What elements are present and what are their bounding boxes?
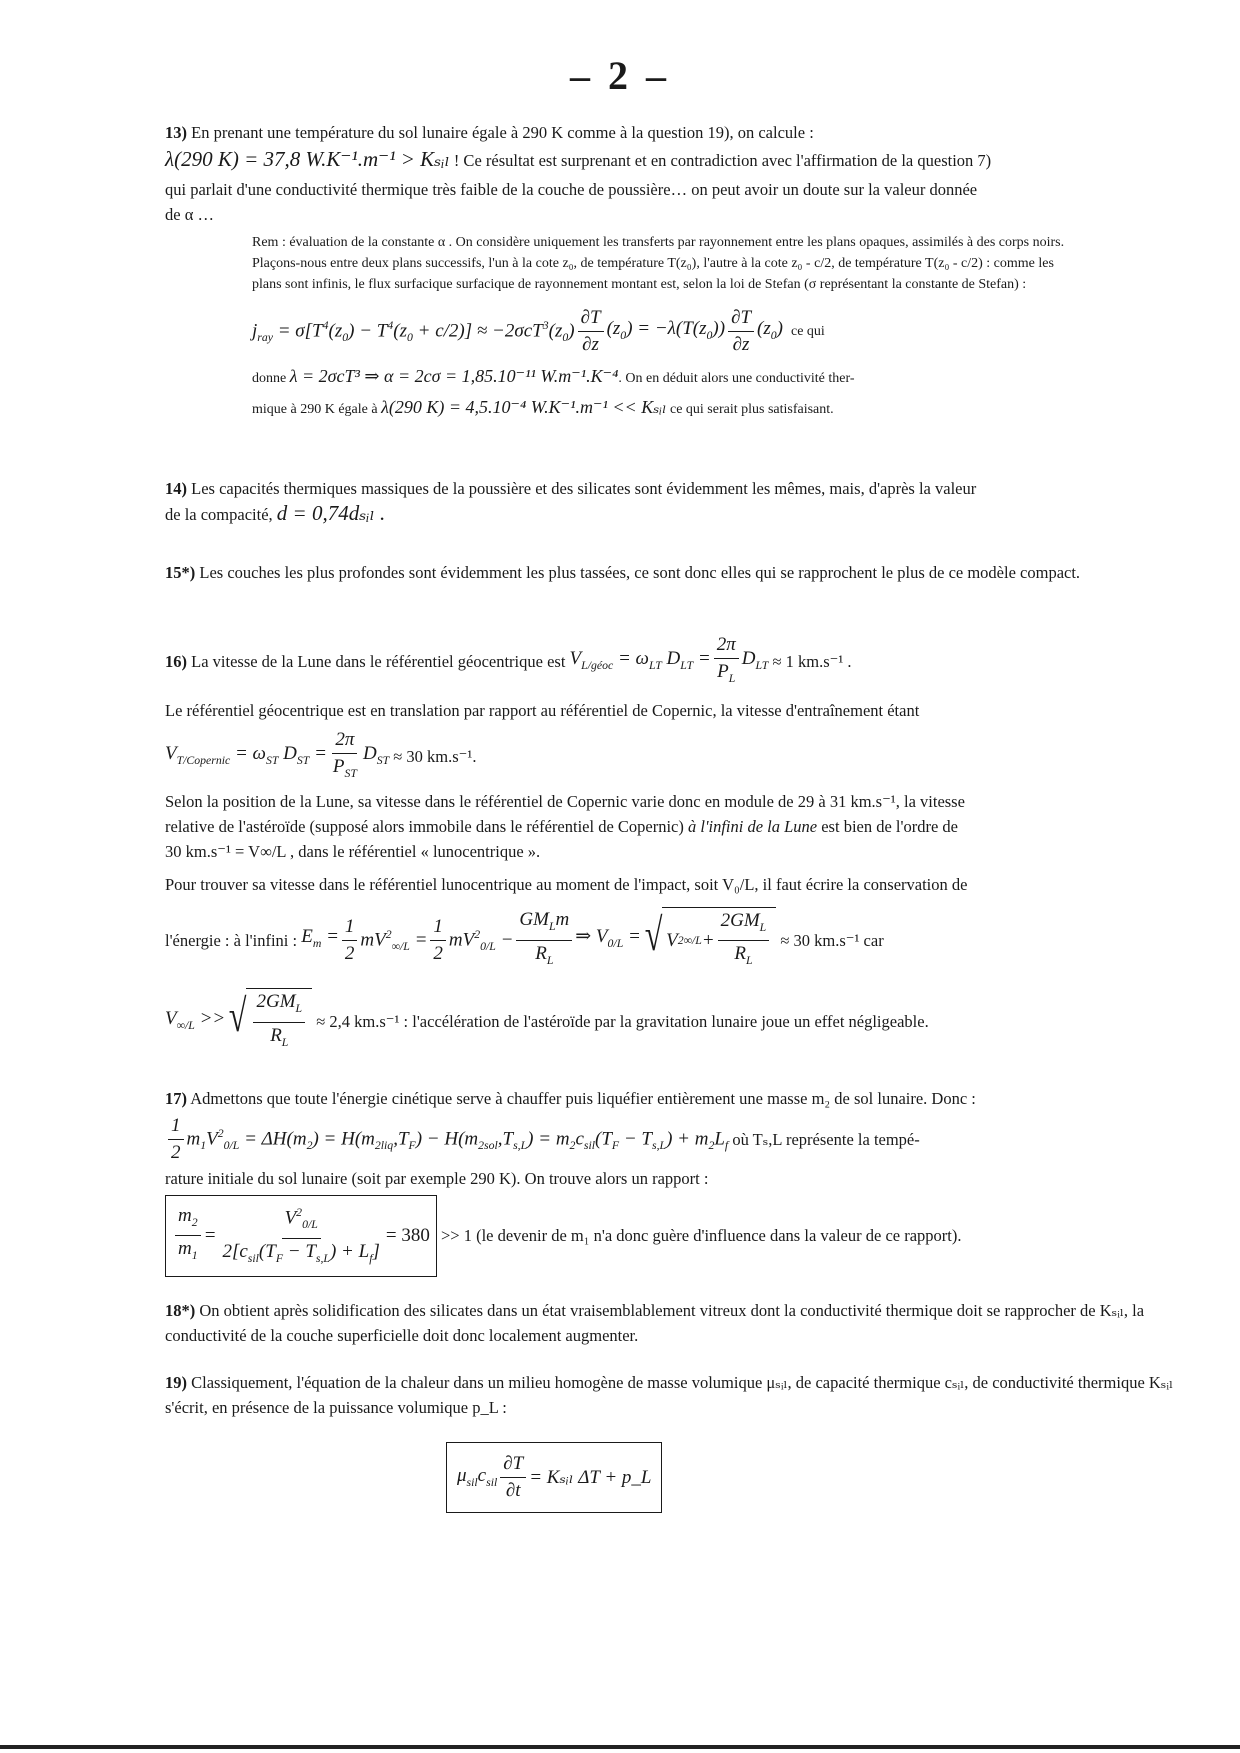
heat-equation-box: $\mu_{sil}c_{sil}$ $\frac{\partial T}{\partial t}$ = Kₛᵢₗ ΔT + p_L (446, 1442, 662, 1513)
q16-label: 16) (165, 652, 187, 672)
q16-last-result: ≈ 2,4 km.s⁻¹ : l'accélération de l'astéroïde par la gravitation lunaire joue un effet négligeable. (316, 1012, 929, 1032)
question-14 (165, 476, 1175, 527)
q14-text: Les capacités thermiques massiques de la poussière et des silicates sont évidemment les mêmes, mais, d'après la valeur (191, 479, 977, 498)
question-13 (165, 120, 1175, 227)
q13-intro: En prenant une température du sol lunaire égale à 290 K comme à la question 19), on calcule : (191, 123, 814, 142)
q16-text5: 30 km.s⁻¹ = V∞/L , dans le référentiel « lunocentrique ». (165, 841, 541, 861)
q16-text3: Selon la position de la Lune, sa vitesse dans le référentiel de Copernic varie donc en module de 29 à 31 km.s⁻¹, la vitesse (165, 791, 965, 811)
q13-text2: qui parlait d'une conductivité thermique très faible de la couche de poussière… on peut avoir un doute sur la valeur donnée (165, 180, 978, 199)
q15-text: Les couches les plus profondes sont évidemment les plus tassées, ce sont donc elles qui se rapprochent le plus de ce modèle compact. (199, 563, 1081, 582)
q16-v1-result: ≈ 1 km.s⁻¹ . (772, 652, 852, 672)
rem-deduit: . On en déduit alors une conductivité ther- (618, 371, 855, 386)
q13-result-text: ! Ce résultat est surprenant et en contradiction avec l'affirmation de la question 7) (453, 151, 992, 170)
q16-energie-result: ≈ 30 km.s⁻¹ car (780, 930, 884, 950)
question-18 (165, 1298, 1175, 1348)
q13-text3: de α … (165, 205, 214, 224)
q13-remark-paragraph: Rem : évaluation de la constante α . On considère uniquement les transferts par rayonnement entre les plans opaques, assimilés à des corps noirs. Plaçons-nous entre deux plans successifs, l'un à la cote z₀, de température T(z₀), l'autre à la cote z₀ - c/2, de température T(z₀ - c/2) : comme les plans sont infinis, le flux surfacique surfacique de rayonnement montant est, selon la loi de Stefan (σ représentant la constante de Stefan) : (252, 235, 1065, 292)
q16-text6: Pour trouver sa vitesse dans le référentiel lunocentrique au moment de l'impact, soit V₀/L, il faut écrire la conservation de (165, 874, 968, 894)
q13-result-equation: λ(290 K) = 37,8 W.K⁻¹.m⁻¹ > Kₛᵢₗ (165, 147, 450, 171)
question-15 (165, 560, 1175, 585)
rem-alpha-equation: λ = 2σcT³ ⇒ α = 2cσ = 1,85.10⁻¹¹ W.m⁻¹.K⁻⁴ (289, 366, 619, 386)
q16-text4a: relative de l'astéroïde (supposé alors immobile dans le référentiel de Copernic) (165, 816, 684, 836)
q18-text: On obtient après solidification des silicates dans un état vraisemblablement vitreux dont la conductivité thermique doit se rapprocher de Kₛᵢₗ, la conductivité de la couche superficielle doit donc localement augmenter. (165, 1301, 1145, 1345)
enthalpy-equation: $\frac{1}{2}$ $m_1V^2_{0/L} = \Delta H(m_2) = H(m_{2liq},T_F) - H(m_{2sol},T_{s,L}) = m_2c_{sil}(T_F - T_{s,L}) + m_2L_f$ où Tₛ,L représente la tempé- (165, 1113, 1175, 1166)
q14-equation: d = 0,74dₛᵢₗ . (276, 501, 386, 525)
page-number: – 2 – (570, 53, 670, 98)
energy-conservation-equation: l'énergie : à l'infini : $E_m$ = $\frac{1}{2}$ $mV^2_{\infty/L}$ = $\frac{1}{2}$ $mV^2_{0/L}$ − $\frac{GM_Lm}{R_L}$ ⇒ $V_{0/L}$ = √ V 2 ∞/L + $\frac{2GM_L}{R_L}$ ≈ 30 km.s⁻¹ car (165, 907, 1175, 975)
q19-eq-rhs: = Kₛᵢₗ ΔT + p_L (529, 1467, 652, 1488)
stefan-eq-tail: ce qui (790, 324, 825, 339)
question-16: 16) La vitesse de la Lune dans le référentiel géocentrique est $V_{L/géoc} = \omega_{LT}$ $D_{LT}$ = $\frac{2\pi}{P_L}$ $D_{LT}$ ≈ 1 km.s⁻¹ . Le référentiel géocentrique est en translation par rapport au référentiel de Copernic, la vitesse d'entraînement étant $V_{T/Copernic} = \omega_{ST}$ $D_{ST}$ = $\frac{2\pi}{P_{ST}}$ $D_{ST}$ ≈ 30 km.s⁻¹. Selon la position de la Lune, sa vitesse dans le référentiel de Copernic varie donc en module de 29 à 31 km.s⁻¹, la vitesse relative de l'astéroïde (supposé alors immobile dans le référentiel de Copernic) à l'infini de la Lune est bien de l'ordre de 30 km.s⁻¹ = V∞/L , dans le référentiel « lunocentrique ». Pour trouver sa vitesse dans le référentiel lunocentrique au moment de l'impact, soit V₀/L, il faut écrire la conservation de l'énergie : à l'infini : $E_m$ = $\frac{1}{2}$ $mV^2_{\infty/L}$ = $\frac{1}{2}$ $mV^2_{0/L}$ − $\frac{GM_Lm}{R_L}$ ⇒ $V_{0/L}$ = √ V 2 ∞/L + $\frac{2GM_L}{R_L}$ ≈ 30 km.s⁻¹ car $V_{\infty/L}$ >> √ $\frac{2GM_L}{R_L}$ ≈ 2,4 km.s⁻¹ : l'accélération de l'astéroïde par la gravitation lunaire joue un effet négligeable. (165, 632, 1175, 1056)
escape-velocity-comparison: $V_{\infty/L}$ >> √ $\frac{2GM_L}{R_L}$ ≈ 2,4 km.s⁻¹ : l'accélération de l'astéroïde par la gravitation lunaire joue un effet négligeable. (165, 988, 1175, 1056)
q16-v2-result: ≈ 30 km.s⁻¹. (393, 747, 477, 767)
q19-label: 19) (165, 1373, 187, 1392)
q17-label: 17) (165, 1089, 187, 1108)
stefan-equation: $j_{ray} = \sigma[T^4(z_0) - T^4(z_0 + c/2)] \approx -2\sigma cT^3(z_0)$ $\frac{\partial T}{\partial z}$ $(z_0) = -\lambda(T(z_0))$ $\frac{\partial T}{\partial z}$ $(z_0)$ ce qui (252, 307, 825, 355)
rem-lambda-equation: λ(290 K) = 4,5.10⁻⁴ W.K⁻¹.m⁻¹ << Kₛᵢₗ (381, 397, 667, 417)
q14-text2: de la compacité, (165, 505, 273, 524)
q13-label: 13) (165, 123, 187, 142)
q16-intro: La vitesse de la Lune dans le référentiel géocentrique est (191, 652, 566, 672)
rem-mique: mique à 290 K égale à (252, 402, 378, 417)
rem-donne: donne (252, 371, 287, 386)
q16-text2: Le référentiel géocentrique est en translation par rapport au référentiel de Copernic, la vitesse d'entraînement étant (165, 700, 920, 720)
q19-text: Classiquement, l'équation de la chaleur dans un milieu homogène de masse volumique μₛᵢₗ, de capacité thermique cₛᵢₗ, de conductivité thermique Kₛᵢₗ s'écrit, en présence de la puissance volumique p_L : (165, 1373, 1174, 1417)
question-17 (165, 1086, 1175, 1277)
q16-text4c: est bien de l'ordre de (821, 816, 958, 836)
q13-remark (252, 232, 1082, 420)
q14-label: 14) (165, 479, 187, 498)
q17-text3: rature initiale du sol lunaire (soit par exemple 290 K). On trouve alors un rapport : (165, 1169, 709, 1188)
rem-end: ce qui serait plus satisfaisant. (669, 402, 834, 417)
mass-ratio-box: $\frac{m_2}{m_1}$ = $\frac{V^2_{0/L}}{2[c_{sil}(T_F - T_{s,L}) + L_f]}$ = 380 (165, 1195, 437, 1277)
q17-text: Admettons que toute l'énergie cinétique serve à chauffer puis liquéfier entièrement une masse m₂ de sol lunaire. Donc : (190, 1089, 976, 1108)
q18-label: 18*) (165, 1301, 196, 1320)
q17-ratio-value: = 380 (385, 1225, 430, 1247)
q16-energie-lead: l'énergie : à l'infini : (165, 930, 298, 950)
q17-ratio-text: >> 1 (le devenir de m₁ n'a donc guère d'influence dans la valeur de ce rapport). (440, 1226, 962, 1246)
scan-bottom-edge (0, 1745, 1240, 1749)
q17-eq-tail: où Tₛ,L représente la tempé- (732, 1130, 920, 1149)
q15-label: 15*) (165, 563, 196, 582)
q16-text4b: à l'infini de la Lune (688, 816, 818, 836)
question-19 (165, 1370, 1175, 1420)
